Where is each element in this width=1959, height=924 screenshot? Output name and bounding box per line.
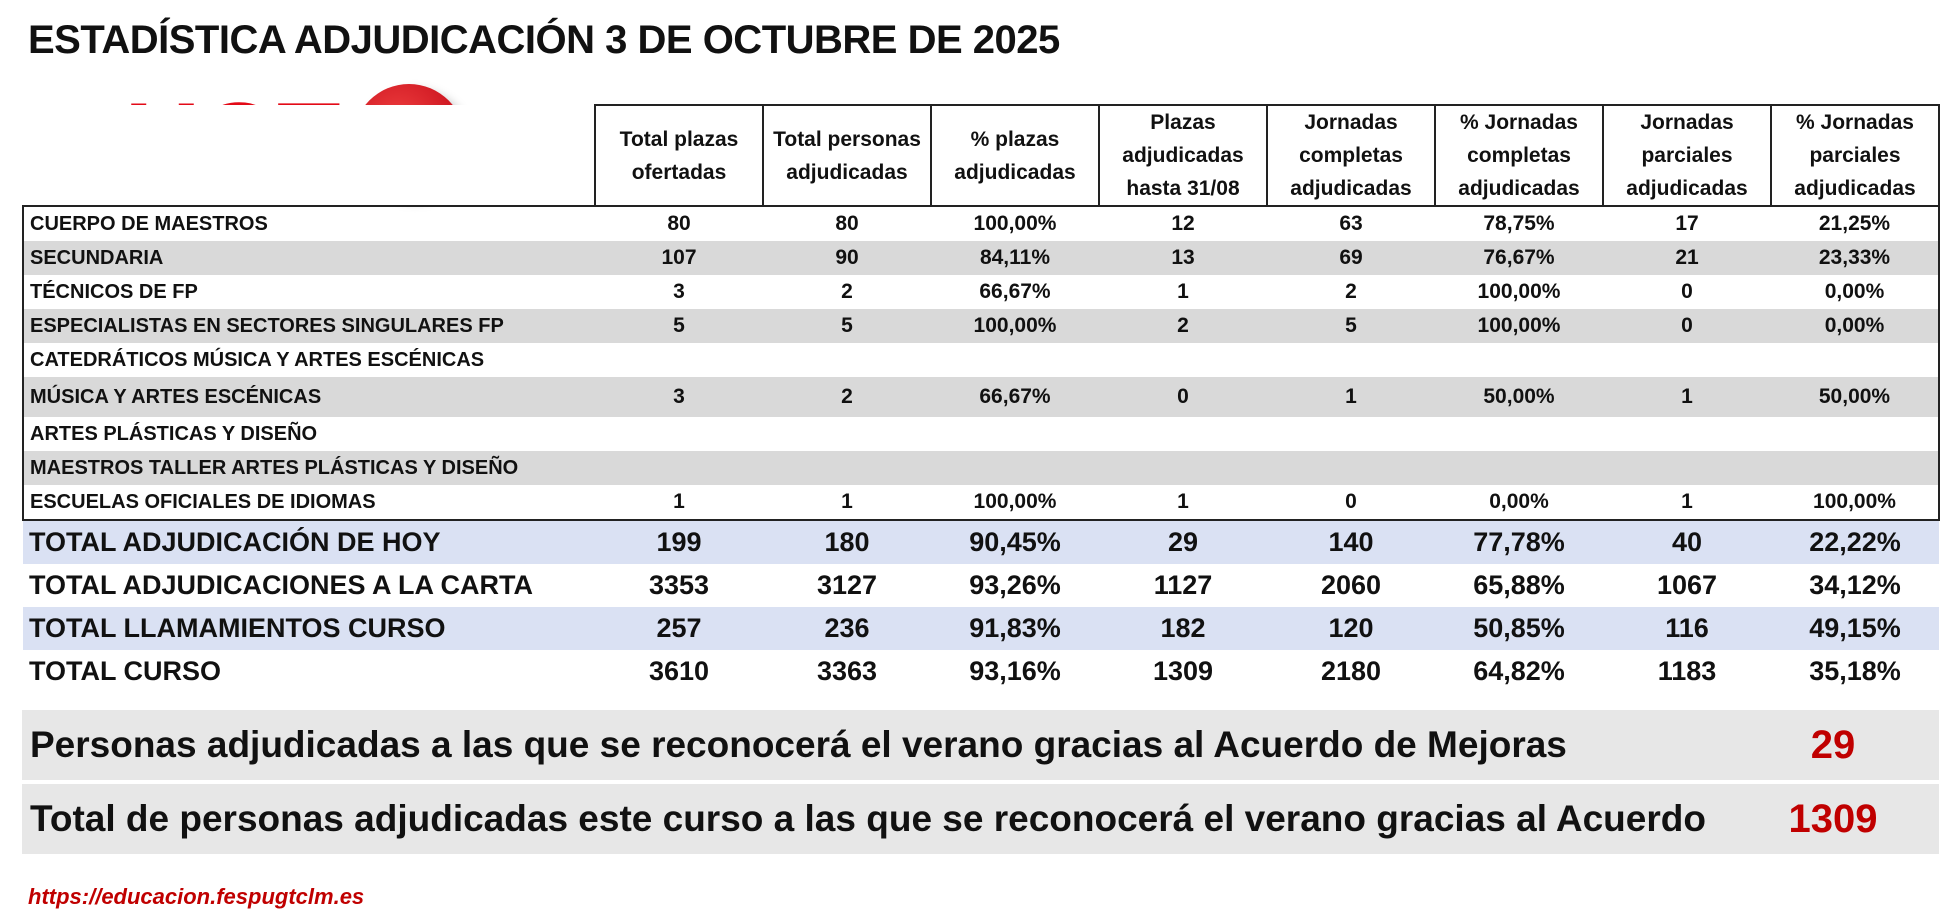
table-cell: 50,00% — [1435, 377, 1603, 417]
table-cell — [931, 451, 1099, 485]
table-cell: 1 — [1603, 485, 1771, 520]
table-cell: 13 — [1099, 241, 1267, 275]
total-cell: 34,12% — [1809, 570, 1901, 600]
table-cell: 100,00% — [1477, 280, 1561, 303]
total-cell: 22,22% — [1771, 520, 1939, 564]
summary-row — [22, 784, 1939, 854]
total-cell: 180 — [763, 520, 931, 564]
table-cell: 0 — [1603, 309, 1771, 343]
table-cell: 2 — [1345, 280, 1357, 303]
table-cell — [595, 343, 763, 377]
total-cell: 140 — [1267, 520, 1435, 564]
header-cell: Jornadas parciales adjudicadas — [1603, 105, 1771, 206]
table-cell: 0 — [1099, 377, 1267, 417]
table-cell — [763, 343, 931, 377]
total-row — [23, 520, 1939, 564]
total-row — [23, 607, 1939, 650]
row-label: CUERPO DE MAESTROS — [23, 206, 595, 241]
table-cell: 78,75% — [1483, 212, 1555, 235]
table-row — [23, 417, 1939, 451]
table-cell: 0 — [1267, 485, 1435, 520]
table-cell: 5 — [595, 309, 763, 343]
total-cell: 29 — [1099, 520, 1267, 564]
table-cell: 0,00% — [1771, 275, 1939, 309]
table-cell — [1267, 417, 1435, 451]
table-cell: 0 — [1681, 280, 1693, 303]
table-cell — [595, 417, 763, 451]
table-cell — [1099, 451, 1267, 485]
row-label: MÚSICA Y ARTES ESCÉNICAS — [23, 377, 595, 417]
table-cell — [1771, 417, 1939, 451]
total-row — [23, 564, 1939, 607]
total-cell: 49,15% — [1771, 607, 1939, 650]
total-label: TOTAL CURSO — [29, 656, 222, 686]
total-cell: 1183 — [1657, 656, 1717, 686]
table-cell: 0,00% — [1435, 485, 1603, 520]
total-cell: 90,45% — [931, 520, 1099, 564]
total-cell: 93,26% — [969, 570, 1061, 600]
total-cell: 65,88% — [1473, 570, 1565, 600]
table-row — [23, 309, 1939, 343]
summary-value: 1309 — [1788, 797, 1878, 841]
total-cell: 35,18% — [1809, 656, 1901, 686]
total-cell: 40 — [1603, 520, 1771, 564]
table-cell: 50,00% — [1771, 377, 1939, 417]
table-cell: 100,00% — [973, 212, 1057, 235]
table-cell: 100,00% — [1771, 485, 1939, 520]
table-cell: 66,67% — [931, 377, 1099, 417]
table-cell: 1 — [1099, 485, 1267, 520]
summary-text: Personas adjudicadas a las que se reconocerá el verano gracias al Acuerdo de Mejoras — [30, 724, 1567, 765]
website-link[interactable]: https://educacion.fespugtclm.es — [28, 884, 365, 909]
table-cell: 76,67% — [1435, 241, 1603, 275]
table-cell — [1099, 417, 1267, 451]
header-cell: Total personas adjudicadas — [763, 105, 931, 206]
table-cell — [1267, 343, 1435, 377]
table-cell: 3 — [673, 280, 685, 303]
total-cell: 77,78% — [1435, 520, 1603, 564]
table-cell: 1 — [763, 485, 931, 520]
total-cell: 116 — [1603, 607, 1771, 650]
table-cell: 2 — [1099, 309, 1267, 343]
table-cell: 80 — [835, 212, 859, 235]
table-cell — [1771, 343, 1939, 377]
table-cell — [1099, 343, 1267, 377]
total-cell: 236 — [763, 607, 931, 650]
total-cell: 1067 — [1656, 570, 1718, 600]
table-cell: 1 — [1177, 280, 1189, 303]
table-cell — [1267, 451, 1435, 485]
table-cell: 5 — [1267, 309, 1435, 343]
table-cell: 90 — [763, 241, 931, 275]
table-cell: 17 — [1675, 212, 1699, 235]
total-label: TOTAL ADJUDICACIÓN DE HOY — [23, 520, 595, 564]
summary-text: Total de personas adjudicadas este curso a las que se reconocerá el verano gracias al Acuerdo — [30, 798, 1706, 839]
table-cell: 66,67% — [979, 280, 1051, 303]
total-cell: 199 — [595, 520, 763, 564]
table-cell: 2 — [763, 377, 931, 417]
table-cell — [1435, 451, 1603, 485]
table-row — [23, 241, 1939, 275]
total-cell: 1309 — [1152, 656, 1214, 686]
header-cell: % Jornadas completas adjudicadas — [1435, 105, 1603, 206]
table-cell: 1 — [1603, 377, 1771, 417]
table-cell: 63 — [1339, 212, 1363, 235]
total-row — [23, 650, 1939, 693]
adjudication-table — [22, 104, 1940, 693]
table-cell — [763, 451, 931, 485]
total-cell: 64,82% — [1473, 656, 1565, 686]
header-cell: Jornadas completas adjudicadas — [1267, 105, 1435, 206]
header-row — [23, 105, 1939, 206]
table-row — [23, 485, 1939, 520]
table-row — [23, 343, 1939, 377]
total-cell: 3353 — [648, 570, 710, 600]
total-cell: 3610 — [648, 656, 710, 686]
table-cell: 80 — [667, 212, 691, 235]
row-label: CATEDRÁTICOS MÚSICA Y ARTES ESCÉNICAS — [23, 343, 595, 377]
total-cell: 91,83% — [931, 607, 1099, 650]
table-cell: 69 — [1267, 241, 1435, 275]
table-cell — [1435, 417, 1603, 451]
table-cell: 1 — [595, 485, 763, 520]
total-cell: 93,16% — [969, 656, 1061, 686]
row-label: TÉCNICOS DE FP — [23, 275, 595, 309]
table-cell: 12 — [1171, 212, 1195, 235]
table-cell: 21 — [1603, 241, 1771, 275]
total-cell: 3363 — [816, 656, 878, 686]
total-label: TOTAL LLAMAMIENTOS CURSO — [23, 607, 595, 650]
total-label: TOTAL ADJUDICACIONES A LA CARTA — [29, 570, 533, 600]
header-cell: % plazas adjudicadas — [931, 105, 1099, 206]
table-cell: 100,00% — [931, 485, 1099, 520]
table-cell: 84,11% — [931, 241, 1099, 275]
row-label: ESCUELAS OFICIALES DE IDIOMAS — [23, 485, 595, 520]
table-cell: 100,00% — [931, 309, 1099, 343]
table-cell: 3 — [595, 377, 763, 417]
header-cell: Plazas adjudicadas hasta 31/08 — [1099, 105, 1267, 206]
row-label: SECUNDARIA — [23, 241, 595, 275]
table-cell — [1603, 451, 1771, 485]
row-label: ESPECIALISTAS EN SECTORES SINGULARES FP — [23, 309, 595, 343]
table-row — [23, 451, 1939, 485]
table-cell — [595, 451, 763, 485]
table-cell — [1771, 451, 1939, 485]
row-label: ARTES PLÁSTICAS Y DISEÑO — [23, 417, 595, 451]
total-cell: 120 — [1267, 607, 1435, 650]
row-label: MAESTROS TALLER ARTES PLÁSTICAS Y DISEÑO — [23, 451, 595, 485]
summary-value: 29 — [1810, 723, 1856, 767]
table-cell — [763, 417, 931, 451]
table-cell: 100,00% — [1435, 309, 1603, 343]
header-cell: Total plazas ofertadas — [595, 105, 763, 206]
total-cell: 1127 — [1153, 570, 1213, 600]
page-title: ESTADÍSTICA ADJUDICACIÓN 3 DE OCTUBRE DE 2025 — [28, 18, 1060, 62]
summary-row — [22, 710, 1939, 780]
table-cell: 5 — [763, 309, 931, 343]
header-cell: % Jornadas parciales adjudicadas — [1771, 105, 1939, 206]
total-cell: 182 — [1099, 607, 1267, 650]
table-cell: 21,25% — [1771, 206, 1939, 241]
table-cell: 23,33% — [1771, 241, 1939, 275]
table-cell: 2 — [841, 280, 853, 303]
table-row — [23, 275, 1939, 309]
table-cell — [1435, 343, 1603, 377]
table-cell: 107 — [595, 241, 763, 275]
total-cell: 257 — [595, 607, 763, 650]
total-cell: 3127 — [816, 570, 878, 600]
total-cell: 50,85% — [1435, 607, 1603, 650]
table-cell — [1603, 343, 1771, 377]
total-cell: 2060 — [1320, 570, 1382, 600]
table-cell — [1603, 417, 1771, 451]
total-cell: 2180 — [1320, 656, 1382, 686]
table-row — [23, 206, 1939, 241]
table-cell: 1 — [1267, 377, 1435, 417]
table-cell: 0,00% — [1771, 309, 1939, 343]
table-cell — [931, 417, 1099, 451]
table-cell — [931, 343, 1099, 377]
table-row — [23, 377, 1939, 417]
